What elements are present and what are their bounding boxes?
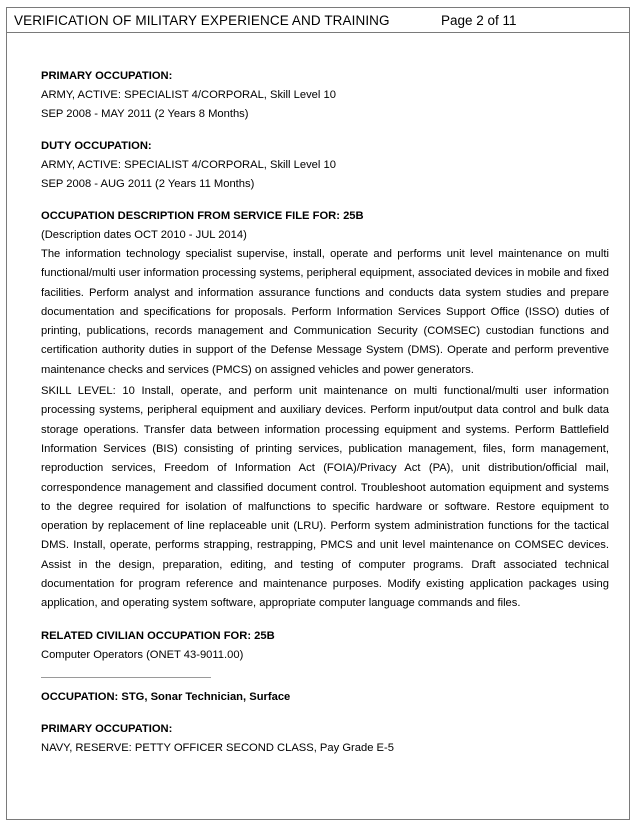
duty-occupation-rank: ARMY, ACTIVE: SPECIALIST 4/CORPORAL, Skill Level 10	[41, 159, 336, 171]
primary-occupation-heading: PRIMARY OCCUPATION:	[41, 70, 173, 82]
occupation-stg-heading: OCCUPATION: STG, Sonar Technician, Surface	[41, 690, 291, 703]
primary-occupation-dates: SEP 2008 - MAY 2011 (2 Years 8 Months)	[41, 108, 249, 120]
skill-level-paragraph: SKILL LEVEL: 10 Install, operate, and perform unit maintenance on multi functional/multi user information processing systems, peripheral equipment and auxiliary devices. Perform input/output data control and bulk data storage operations. Transfer data between information processing equipment and systems. Perform Battlefield Information Services (BIS) consisting of printing services, publication management, files, form management, reproduction services, Freedom of Information Act (FOIA)/Privacy Act (PA), unit distribution/official mail, correspondence management and classified document control. Troubleshoot automation equipment and systems to the degree required for isolation of malfunctions to specific hardware or software. Restore equipment to operation by replacement of line replaceable unit (LRU). Perform system administration functions for the tactical DMS. Install, operate, performs strapping, restrapping, PMCS and unit level maintenance on COMSEC devices. Assist in the design, preparation, editing, and testing of computer programs. Draft associated technical documentation for program reference and maintenance purposes. Modify existing application packages using application, and operating system software, appropriate computer language commands and files.	[41, 385, 609, 610]
primary-occupation-rank: ARMY, ACTIVE: SPECIALIST 4/CORPORAL, Skill Level 10	[41, 89, 336, 101]
document-title: VERIFICATION OF MILITARY EXPERIENCE AND TRAINING	[14, 13, 390, 28]
duty-occupation-heading: DUTY OCCUPATION:	[41, 140, 152, 152]
occupation-description-heading: OCCUPATION DESCRIPTION FROM SERVICE FILE FOR: 25B	[41, 210, 364, 222]
description-dates: (Description dates OCT 2010 - JUL 2014)	[41, 229, 247, 241]
description-paragraph: The information technology specialist supervise, install, operate and performs unit level maintenance on multi functional/multi user information processing systems, peripheral equipment, associated devices in mobile and fixed facilities. Perform analyst and information assurance functions and conducts data system studies and prepare documentation and specifications for proposals. Perform Information Services Support Office (ISSO) duties of printing, publications, records management and Communication Security (COMSEC) custodian functions and certification authority duties in support of the Defense Message System (DMS). Operate and perform preventive maintenance checks and services (PMCS) on assigned vehicles and power generators.	[41, 248, 609, 376]
page-number: Page 2 of 11	[441, 13, 517, 28]
duty-occupation-dates: SEP 2008 - AUG 2011 (2 Years 11 Months)	[41, 178, 255, 190]
related-civilian-value: Computer Operators (ONET 43-9011.00)	[41, 648, 244, 661]
section-divider	[41, 677, 211, 678]
primary-occupation-2-heading: PRIMARY OCCUPATION:	[41, 722, 173, 735]
primary-occupation-2-rank: NAVY, RESERVE: PETTY OFFICER SECOND CLASS, Pay Grade E-5	[41, 741, 394, 754]
header-rule	[6, 32, 630, 33]
related-civilian-heading: RELATED CIVILIAN OCCUPATION FOR: 25B	[41, 629, 275, 642]
document-body	[41, 67, 609, 758]
